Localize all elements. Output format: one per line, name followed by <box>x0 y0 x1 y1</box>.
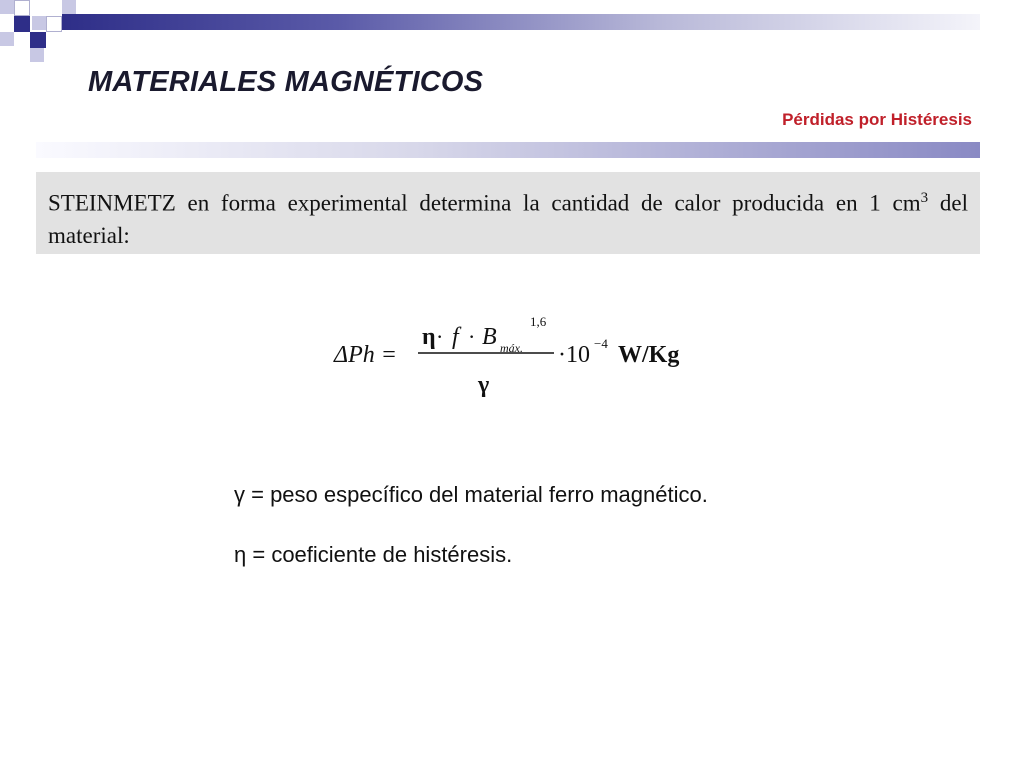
formula-dot: · <box>436 324 444 349</box>
definition-symbol: γ <box>234 482 245 507</box>
definition-text: = coeficiente de histéresis. <box>246 542 513 567</box>
definition-eta <box>234 542 708 568</box>
formula-eta: η <box>422 324 436 350</box>
intro-text-end: del material: <box>48 190 968 248</box>
formula-B: B <box>482 324 497 350</box>
intro-textbox <box>36 172 980 254</box>
definition-symbol: η <box>234 542 247 567</box>
header-divider-bar <box>36 142 980 158</box>
definition-text: = peso específico del material ferro magnético. <box>245 482 708 507</box>
formula-gamma: γ <box>478 372 490 398</box>
formula-dot: · <box>468 324 476 349</box>
intro-superscript: 3 <box>920 190 929 206</box>
deco-square <box>0 32 14 46</box>
deco-square <box>0 0 14 14</box>
deco-square <box>14 16 30 32</box>
deco-square <box>62 0 76 14</box>
formula-power: −4 <box>594 336 608 351</box>
formula-f: f <box>452 324 459 350</box>
formula-multiplier: ·10 <box>558 342 590 368</box>
definition-gamma <box>234 482 708 508</box>
definitions-list <box>234 482 708 568</box>
deco-square <box>30 32 46 48</box>
formula-lhs: ΔPh = <box>334 342 397 368</box>
formula-units: W/Kg <box>618 342 680 368</box>
formula-exponent: 1,6 <box>530 314 547 329</box>
deco-square <box>46 16 62 32</box>
header-gradient-bar <box>62 14 980 30</box>
hysteresis-formula <box>326 300 706 410</box>
formula-subscript: máx. <box>500 341 523 355</box>
deco-square <box>30 48 44 62</box>
deco-square <box>32 16 46 30</box>
intro-text: STEINMETZ en forma experimental determina la cantidad de calor producida en 1 cm <box>48 190 921 216</box>
page-title: MATERIALES MAGNÉTICOS <box>88 66 484 98</box>
page-subtitle: Pérdidas por Histéresis <box>782 110 972 129</box>
deco-square <box>14 0 30 16</box>
